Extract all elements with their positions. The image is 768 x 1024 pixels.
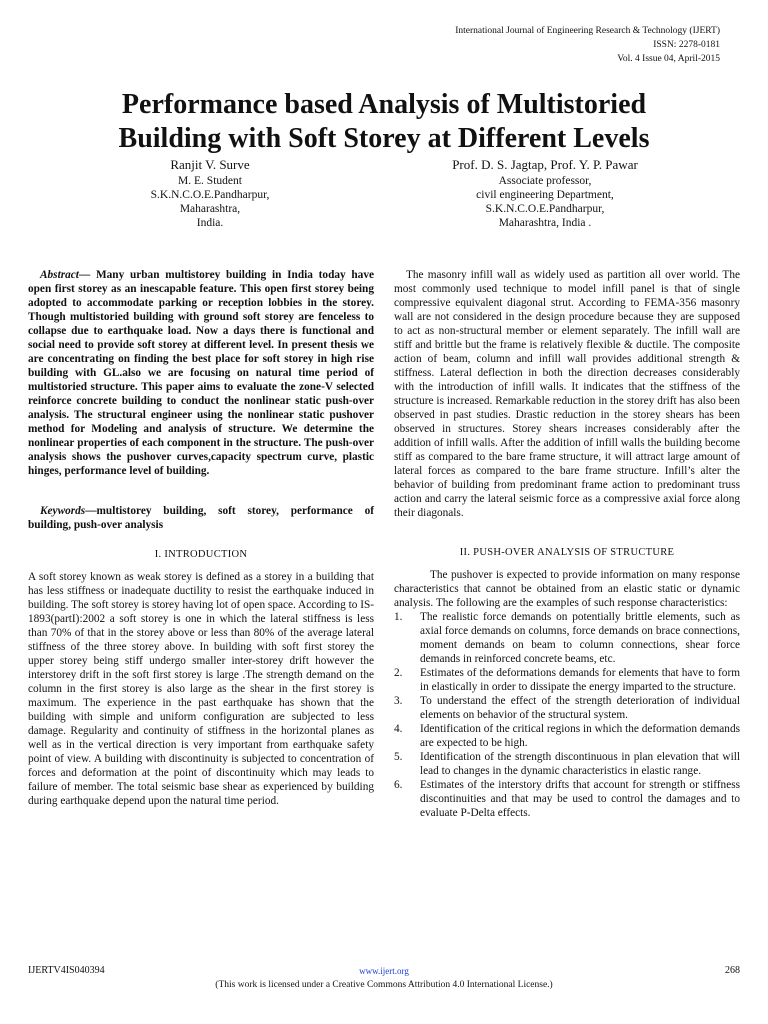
list-item: 4. Identification of the critical regions in which the deformation demands are expected to be high. bbox=[394, 723, 740, 749]
introduction-paragraph: A soft storey known as weak storey is defined as a storey in a building that has less stiffness or inadequate ductility to resist the earthquake induced in building. The soft storey is storey having lot of open space. According to IS-1893(partI):2002 a soft storey is one in which the lateral stiffness is less than 70% of that in the storey above or less than 80% of the average lateral stiffness of the three storey above. In building with soft first storey the upper storey being stiff undergo smaller inter-storey drift however the interstorey drift in the soft first storey is large .The strength demand on the column in the first storey is also large as the shear in the first storey is maximum. The experience in the past earthquake has shown that the building with simple and uniform configuration are subjected to less damage. Regularity and continuity of stiffness in the horizontal planes as well as in the vertical direction is very important from earthquake safety point of view. A building with discontinuity is subjected to concentration of forces and deformation at the point of discontinuity which may leads to failure of member. The total seismic base shear as experienced by building during earthquake depend upon the natural time period. bbox=[28, 571, 374, 807]
author-name: Ranjit V. Surve bbox=[170, 157, 250, 172]
paper-id: IJERTV4IS040394 bbox=[28, 965, 105, 976]
page-number: 268 bbox=[725, 965, 740, 976]
list-item: 3. To understand the effect of the strength deterioration of individual elements on behavior of the structural system. bbox=[394, 695, 740, 721]
author-affiliation: Maharashtra, bbox=[179, 203, 241, 215]
author-affiliation: Maharashtra, India . bbox=[498, 217, 592, 229]
abstract-text: Many urban multistorey building in India today have open first storey as an inescapable feature. This open first storey being adopted to accommodate parking or reception lobbies in the storey. Though multistoried building with ground soft storey are fenceless to collapse due to earthquake load. Now a days there is functional and social need to provide soft storey at different level. In present thesis we are concentrating on finding the best place for soft storey in high rise building with GL.also we are focusing on natural time period of multistoried structure. This paper aims to evaluate the zone-V selected reinforce concrete building to conduct the nonlinear static push-over analysis. The structural engineer using the nonlinear static pushover method for Modeling and analysis of structure. We determine the nonlinear properties of each component in the structure. The push-over analysis shows the pushover curves,capacity spectrum curve, plastic hinges, performance level of building. bbox=[28, 269, 374, 477]
pushover-list bbox=[394, 610, 740, 820]
abstract bbox=[28, 268, 374, 478]
abstract-dash: — bbox=[78, 269, 91, 281]
left-column bbox=[28, 268, 374, 808]
journal-header bbox=[455, 24, 720, 66]
paper-title bbox=[40, 88, 728, 156]
license-note: (This work is licensed under a Creative Commons Attribution 4.0 International License.) bbox=[215, 980, 553, 990]
author-affiliation: M. E. Student bbox=[178, 175, 242, 187]
pushover-paragraph: The pushover is expected to provide information on many response characteristics that cannot be obtained from an elastic static or dynamic analysis. The following are the examples of such response characteristics: bbox=[394, 569, 740, 609]
list-item: 5. Identification of the strength discontinuous in plan elevation that will lead to changes in the dynamic characteristics in elastic range. bbox=[394, 751, 740, 777]
journal-issn: ISSN: 2278-0181 bbox=[653, 40, 720, 50]
author-affiliation: Associate professor, bbox=[498, 175, 592, 187]
abstract-label: Abstract bbox=[40, 269, 79, 281]
title-line-2: Building with Soft Storey at Different Levels bbox=[118, 123, 650, 154]
list-item: 2. Estimates of the deformations demands for elements that have to form in elastically in order to dissipate the energy imparted to the structure. bbox=[394, 667, 740, 693]
author-block-1 bbox=[110, 157, 310, 230]
author-affiliation: S.K.N.C.O.E.Pandharpur, bbox=[150, 189, 270, 201]
masonry-paragraph: The masonry infill wall as widely used as partition all over world. The most commonly used technique to model infill panel is that of single compressive equivalent diagonal strut. According to FEMA-356 masonry wall are not considered in the design procedure because they are supposed to act as non-structural member or element separately. The infill wall are stiff and brittle but the frame is relatively flexible & ductile. The composite action of beam, column and infill wall provides additional strength & stiffness. Lateral deflection in both the direction decreases considerably with the introduction of infill walls. It indicates that the stiffness of the structure is increased. Remarkable reduction in the storey drift has also been observed in past studies. Drastic reduction in the storey shears has been observed in structures. Storey shears increases considerably after the addition of infill walls. After the addition of infill walls the building become stiff as compared to the bare frame structure, it will attract large amount of lateral forces as compared to the bare frame structure. Infill’s alter the behavior of building from predominant frame action to predominant truss action and carry the lateral seismic force as a compressive axial force along their diagonals. bbox=[394, 269, 740, 519]
keywords-text: —multistorey building, soft storey, performance of building, push-over analysis bbox=[28, 505, 374, 531]
journal-name: International Journal of Engineering Research & Technology (IJERT) bbox=[455, 26, 720, 36]
keywords-label: Keywords bbox=[40, 505, 86, 517]
title-line-1: Performance based Analysis of Multistoried bbox=[121, 89, 647, 120]
author-block-2 bbox=[420, 157, 670, 230]
author-name: Prof. D. S. Jagtap, Prof. Y. P. Pawar bbox=[452, 157, 638, 172]
author-affiliation: S.K.N.C.O.E.Pandharpur, bbox=[485, 203, 605, 215]
list-item: 1. The realistic force demands on potentially brittle elements, such as axial force demands on columns, force demands on brace connections, moment demands on beam to column connections, shear force demands in reinforced concrete beams, etc. bbox=[394, 611, 740, 665]
journal-volume: Vol. 4 Issue 04, April-2015 bbox=[617, 54, 720, 64]
author-affiliation: civil engineering Department, bbox=[476, 189, 614, 201]
website-link[interactable]: www.ijert.org bbox=[359, 966, 409, 976]
section-heading-pushover: II. PUSH-OVER ANALYSIS OF STRUCTURE bbox=[459, 547, 675, 558]
right-column bbox=[394, 268, 740, 820]
keywords bbox=[28, 504, 374, 532]
section-heading-introduction: I. INTRODUCTION bbox=[154, 549, 248, 560]
author-affiliation: India. bbox=[196, 217, 224, 229]
list-item: 6. Estimates of the interstory drifts that account for strength or stiffness discontinuities and that may be used to control the damages and to evaluate P-Delta effects. bbox=[394, 779, 740, 819]
